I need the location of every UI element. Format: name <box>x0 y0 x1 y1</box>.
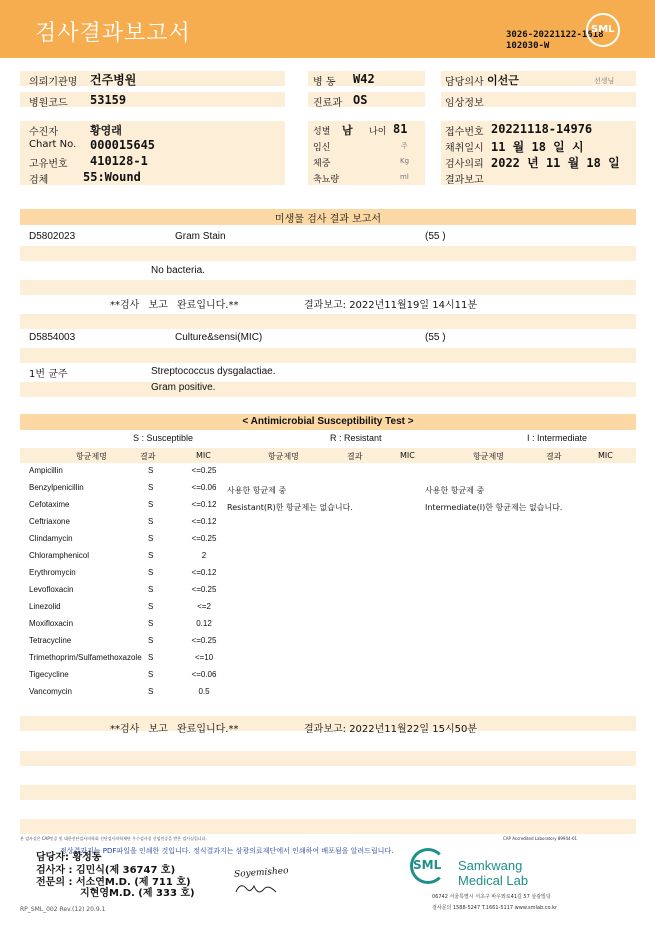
request-label: 검사의뢰 <box>445 159 484 170</box>
col-mic-3: MIC <box>598 451 613 460</box>
antibiotic-result: S <box>148 568 154 577</box>
antibiotic-result: S <box>148 534 154 543</box>
preg-unit: 주 <box>401 142 408 150</box>
antibiotic-mic: <=0.25 <box>191 534 217 543</box>
age-value: 81 <box>393 122 408 136</box>
urine-unit: ml <box>400 173 409 181</box>
ward-value: W42 <box>353 72 375 86</box>
chart-label: Chart No. <box>29 139 77 150</box>
report-title: 검사결과보고서 <box>35 21 191 46</box>
antibiotic-result: S <box>148 653 154 662</box>
report-number-1: 3026-20221122-1618 <box>506 30 604 40</box>
ast-title: < Antimicrobial Susceptibility Test > <box>242 416 414 427</box>
test1-name: Gram Stain <box>175 231 226 242</box>
test2-code: D5854003 <box>29 332 76 343</box>
resistant-note: Resistant(R)한 항균제는 없습니다. <box>227 503 353 512</box>
header-logo-text: SML <box>591 24 615 35</box>
antibiotic-mic: <=0.06 <box>191 483 217 492</box>
col-result-1: 결과 <box>140 452 156 461</box>
antibiotic-result: S <box>148 517 154 526</box>
antibiotic-name: Tigecycline <box>29 670 69 679</box>
antibiotic-mic: <=2 <box>197 602 211 611</box>
antibiotic-name: Tetracycline <box>29 636 72 645</box>
doctor-label: 담당의사 <box>445 77 484 88</box>
form-id: RP_SML_002 Rev.(12) 20.9.1 <box>20 906 106 913</box>
weight-label: 체중 <box>313 159 331 169</box>
sex-label: 성별 <box>313 127 331 137</box>
clinical-label: 임상정보 <box>445 98 484 109</box>
test2-specimen: (55 ) <box>425 332 446 343</box>
collect-value: 11 월 18 일 시 <box>491 140 584 154</box>
antibiotic-result: S <box>148 483 154 492</box>
doctor-value: 이선근 <box>487 74 519 87</box>
ward-label: 병 동 <box>313 77 336 88</box>
weight-unit: Kg <box>400 157 410 165</box>
cap-accreditation: CAP Accredited Laboratory 89944-01 <box>503 836 578 841</box>
antibiotic-name: Ampicillin <box>29 466 63 475</box>
examiner: 검사자 : 김민식(제 36747 호) <box>36 865 176 876</box>
antibiotic-result: S <box>148 602 154 611</box>
footer-fine-print: 본 검사실은 CAP인증 및 대한진단검사의학회 진단검사의학재단 우수검사실 신임인증을 받은 검사실입니다. <box>20 836 207 841</box>
ast-header-bar <box>20 448 636 463</box>
result-label: 결과보고 <box>445 175 484 186</box>
age-label: 나이 <box>369 127 387 137</box>
antibiotic-name: Erythromycin <box>29 568 76 577</box>
antibiotic-name: Vancomycin <box>29 687 72 696</box>
manager: 담당자: 황정동 <box>36 852 102 863</box>
antibiotic-result: S <box>148 466 154 475</box>
doctor-suffix: 선생님 <box>594 77 615 85</box>
id-value: 410128-1 <box>90 154 148 168</box>
urine-label: 축뇨량 <box>313 175 340 185</box>
antibiotic-name: Moxifloxacin <box>29 619 74 628</box>
specialist-2: 지현영M.D. (제 333 호) <box>80 888 195 899</box>
col-mic-1: MIC <box>196 451 211 460</box>
antibiotic-name: Chloramphenicol <box>29 551 90 560</box>
used-drug-note-r: 사용한 항균제 중 <box>227 486 287 495</box>
antibiotic-result: S <box>148 500 154 509</box>
footer-notice: 정상결과지는 PDF파일을 인쇄한 것입니다. 정식결과지는 삼광의료재단에서 인쇄하여 배포됨을 알려드립니다. <box>60 847 394 855</box>
antibiotic-result: S <box>148 619 154 628</box>
antibiotic-mic: <=0.06 <box>191 670 217 679</box>
test1-code: D5802023 <box>29 231 76 242</box>
antibiotic-name: Trimethoprim/Sulfamethoxazole <box>29 653 142 662</box>
test2-name: Culture&sensi(MIC) <box>175 332 263 343</box>
antibiotic-mic: 0.5 <box>198 687 210 696</box>
antibiotic-mic: <=0.25 <box>191 585 217 594</box>
antibiotic-mic: <=0.12 <box>191 568 217 577</box>
intermediate-note: Intermediate(I)한 항균제는 없습니다. <box>425 503 563 512</box>
antibiotic-result: S <box>148 636 154 645</box>
col-drug-3: 항균제명 <box>473 452 504 461</box>
antibiotic-mic: <=10 <box>194 653 214 662</box>
test1-result: No bacteria. <box>151 265 205 276</box>
antibiotic-result: S <box>148 670 154 679</box>
antibiotic-name: Benzylpenicillin <box>29 483 84 492</box>
code-value: 53159 <box>90 93 127 107</box>
report-number-2: 102030-W <box>506 41 550 51</box>
antibiotic-name: Cefotaxime <box>29 500 70 509</box>
institution-value: 건주병원 <box>90 73 137 87</box>
antibiotic-mic: <=0.25 <box>191 466 217 475</box>
preg-label: 임신 <box>313 143 331 153</box>
col-mic-2: MIC <box>400 451 415 460</box>
lab-name-1: Samkwang <box>458 858 523 873</box>
signature-1: Soyemisheo <box>233 866 289 880</box>
antibiotic-mic: <=0.12 <box>191 517 217 526</box>
antibiotic-result: S <box>148 687 154 696</box>
legend-susceptible: S : Susceptible <box>133 433 194 443</box>
request-value: 2022 년 11 월 18 일 <box>491 156 620 170</box>
strain-label: 1번 균주 <box>29 369 68 380</box>
antibiotic-name: Ceftriaxone <box>29 517 70 526</box>
lab-logo <box>410 848 446 884</box>
chart-value: 000015645 <box>90 138 156 152</box>
code-label: 병원코드 <box>29 98 68 109</box>
dept-label: 진료과 <box>313 98 342 109</box>
patient-label: 수진자 <box>29 127 58 138</box>
lab-logo-text: SML <box>413 858 442 872</box>
antibiotic-mic: <=0.25 <box>191 636 217 645</box>
report-time-1: 결과보고: 2022년11월19일 14시11분 <box>304 300 478 311</box>
complete-message-1: **검사 보고 완료입니다.** <box>110 300 239 311</box>
test1-specimen: (55 ) <box>425 231 446 242</box>
antibiotic-result: S <box>148 551 154 560</box>
antibiotic-mic: 2 <box>201 551 207 560</box>
antibiotic-result: S <box>148 585 154 594</box>
patient-value: 황영래 <box>90 124 122 137</box>
collect-label: 채취일시 <box>445 143 484 154</box>
antibiotic-name: Levofloxacin <box>29 585 74 594</box>
dept-value: OS <box>353 93 368 107</box>
lab-address: 06742 서울특별시 서초구 바우뫼로41길 57 삼광빌딩 <box>432 894 551 900</box>
antibiotic-name: Linezolid <box>29 602 61 611</box>
antibiotic-name: Clindamycin <box>29 534 73 543</box>
used-drug-note-i: 사용한 항균제 중 <box>425 486 485 495</box>
signature-2 <box>234 880 278 898</box>
specimen-label: 검체 <box>29 175 49 186</box>
legend-resistant: R : Resistant <box>330 433 382 443</box>
sex-value: 남 <box>342 124 353 137</box>
institution-label: 의뢰기관명 <box>29 77 78 88</box>
col-drug-2: 항균제명 <box>268 452 299 461</box>
receipt-label: 접수번호 <box>445 127 484 138</box>
specimen-value: 55:Wound <box>83 170 141 184</box>
antibiotic-mic: 0.12 <box>196 619 212 628</box>
id-label: 고유번호 <box>29 159 68 170</box>
col-result-2: 결과 <box>347 452 363 461</box>
legend-intermediate: I : Intermediate <box>527 433 588 443</box>
micro-section-title: 미생물 검사 결과 보고서 <box>274 214 382 225</box>
antibiotic-mic: <=0.12 <box>191 500 217 509</box>
col-drug-1: 항균제명 <box>76 452 107 461</box>
report-time-2: 결과보고: 2022년11월22일 15시50분 <box>304 724 478 735</box>
receipt-value: 20221118-14976 <box>491 122 593 136</box>
gram-result: Gram positive. <box>151 382 216 393</box>
complete-message-2: **검사 보고 완료입니다.** <box>110 724 239 735</box>
header-logo <box>586 13 620 47</box>
specialist-1: 전문의 : 서소연M.D. (제 711 호) <box>36 877 191 888</box>
col-result-3: 결과 <box>546 452 562 461</box>
organism-name: Streptococcus dysgalactiae. <box>151 366 276 377</box>
lab-name-2: Medical Lab <box>458 873 529 888</box>
lab-phone: 검사문의 1588-5247 T.1661-5117 www.smlab.co.kr <box>432 905 557 911</box>
